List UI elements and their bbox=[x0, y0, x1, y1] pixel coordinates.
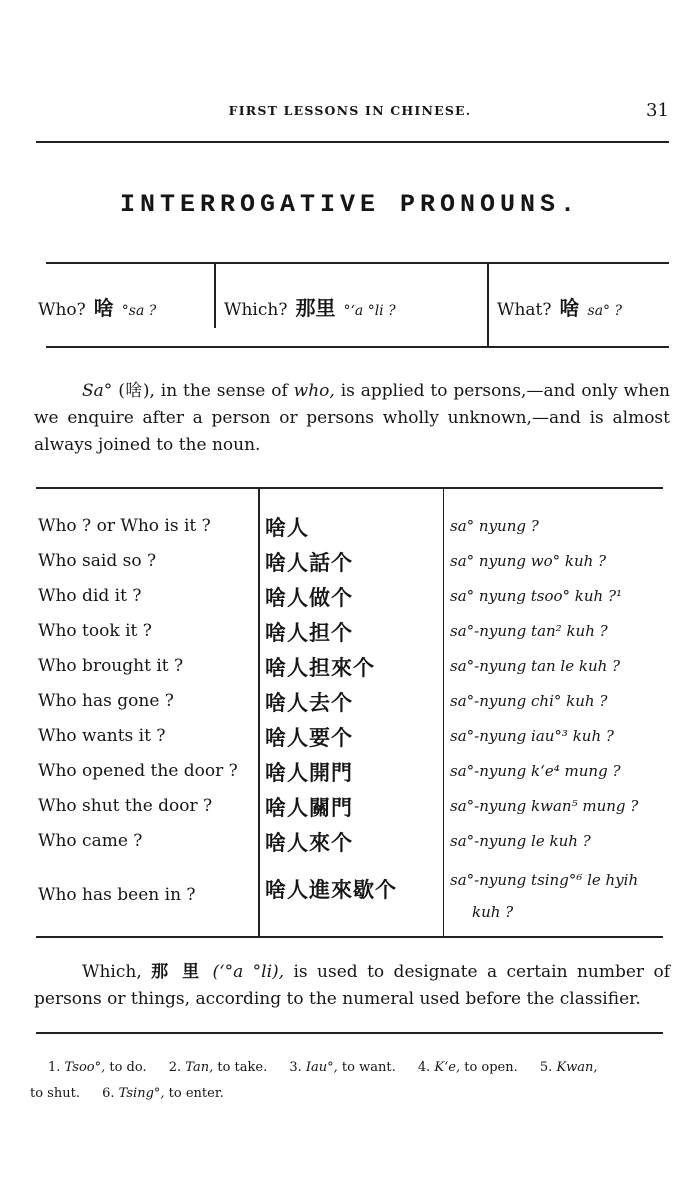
paragraph-text: Which, bbox=[82, 962, 152, 982]
paragraph-text: in the sense of bbox=[154, 381, 294, 401]
example-chinese: 啥人 bbox=[265, 516, 309, 540]
pronoun-chinese: 啥 bbox=[93, 296, 114, 320]
footnote-number: 4. bbox=[417, 1060, 431, 1075]
example-english: Who took it ? bbox=[38, 621, 152, 641]
examples-top-rule bbox=[36, 487, 663, 489]
pronoun-english: Which? bbox=[224, 300, 288, 320]
pronoun-box-divider-1 bbox=[214, 262, 216, 328]
footnote-number: 2. bbox=[168, 1060, 182, 1075]
footnote-term: K‘e, bbox=[434, 1060, 461, 1075]
examples-column-divider-1 bbox=[258, 487, 260, 936]
footnote-number: 1. bbox=[48, 1060, 61, 1075]
pronoun-chinese: 那里 bbox=[295, 296, 336, 320]
examples-bottom-rule bbox=[36, 936, 663, 938]
pronoun-what bbox=[497, 292, 622, 321]
example-romanization: sa°-nyung kwan⁵ mung ? bbox=[450, 797, 639, 815]
example-chinese: 啥人做个 bbox=[265, 586, 353, 610]
example-romanization: sa°-nyung k‘e⁴ mung ? bbox=[450, 762, 621, 780]
example-chinese: 啥人話个 bbox=[265, 551, 353, 575]
example-chinese: 啥人開門 bbox=[265, 761, 353, 785]
footnote-term: Kwan, bbox=[556, 1060, 598, 1075]
example-english: Who ? or Who is it ? bbox=[38, 516, 211, 536]
footnote-gloss: to open. bbox=[460, 1060, 518, 1075]
paragraph-text: is used to designate a certain number of persons or things, according to the numeral used before the classifier. bbox=[34, 962, 670, 1009]
paragraph-text: is applied to persons,—and only when we enquire after a person or persons wholly unknown,—and is almost always joined to the noun. bbox=[34, 381, 670, 455]
footnote-number: 3. bbox=[289, 1060, 302, 1075]
footnote-number: 5. bbox=[539, 1060, 553, 1075]
paragraph-sa bbox=[34, 378, 670, 459]
pronoun-box-top-rule bbox=[46, 262, 669, 264]
term-which-romanization: (‘°a °li), bbox=[203, 962, 285, 982]
example-english: Who opened the door ? bbox=[38, 761, 238, 781]
pronoun-box-divider-2 bbox=[487, 262, 489, 346]
example-chinese: 啥人要个 bbox=[265, 726, 353, 750]
example-english: Who wants it ? bbox=[38, 726, 166, 746]
example-romanization: sa° nyung ? bbox=[450, 517, 539, 535]
footnotes bbox=[30, 1055, 670, 1107]
paragraph-which bbox=[34, 959, 670, 1013]
example-romanization: sa°-nyung iau°³ kuh ? bbox=[450, 727, 614, 745]
footnote-gloss: to shut. bbox=[30, 1086, 80, 1101]
term-sa-chinese: (啥), bbox=[118, 381, 155, 401]
example-romanization: sa°-nyung chi° kuh ? bbox=[450, 692, 608, 710]
pronoun-romanization: °‘a °li ? bbox=[343, 303, 396, 319]
example-english: Who has been in ? bbox=[38, 885, 196, 905]
example-romanization-continued: kuh ? bbox=[472, 903, 514, 921]
example-romanization: sa° nyung wo° kuh ? bbox=[450, 552, 607, 570]
example-english: Who has gone ? bbox=[38, 691, 174, 711]
footnote-rule bbox=[36, 1032, 663, 1034]
example-chinese: 啥人担來个 bbox=[265, 656, 375, 680]
example-chinese: 啥人担个 bbox=[265, 621, 353, 645]
example-chinese: 啥人來个 bbox=[265, 831, 353, 855]
footnote-gloss: to enter. bbox=[164, 1086, 224, 1101]
pronoun-english: What? bbox=[497, 300, 552, 320]
example-romanization: sa°-nyung tsing°⁶ le hyih bbox=[450, 871, 639, 889]
example-english: Who said so ? bbox=[38, 551, 157, 571]
pronoun-which bbox=[224, 292, 396, 321]
term-which-chinese: 那 里 bbox=[151, 962, 204, 982]
example-romanization: sa° nyung tsoo° kuh ?¹ bbox=[450, 587, 623, 605]
pronoun-english: Who? bbox=[38, 300, 86, 320]
pronoun-romanization: sa° ? bbox=[587, 303, 623, 319]
footnote-gloss: to take. bbox=[213, 1060, 268, 1075]
pronoun-chinese: 啥 bbox=[559, 296, 580, 320]
example-chinese: 啥人關門 bbox=[265, 796, 353, 820]
page-number: 31 bbox=[646, 100, 669, 121]
example-romanization: sa°-nyung le kuh ? bbox=[450, 832, 591, 850]
example-romanization: sa°-nyung tan le kuh ? bbox=[450, 657, 621, 675]
pronoun-romanization: °sa ? bbox=[121, 303, 157, 319]
footnote-term: Tan, bbox=[185, 1060, 214, 1075]
example-romanization: sa°-nyung tan² kuh ? bbox=[450, 622, 608, 640]
header-rule bbox=[36, 141, 669, 143]
emphasis-who: who, bbox=[293, 381, 335, 401]
running-header: FIRST LESSONS IN CHINESE. bbox=[228, 103, 472, 118]
footnote-number: 6. bbox=[102, 1086, 115, 1101]
example-english: Who did it ? bbox=[38, 586, 142, 606]
footnote-term: Iau°, bbox=[305, 1060, 338, 1075]
example-chinese: 啥人去个 bbox=[265, 691, 353, 715]
example-english: Who came ? bbox=[38, 831, 143, 851]
footnote-gloss: to do. bbox=[105, 1060, 147, 1075]
example-english: Who brought it ? bbox=[38, 656, 184, 676]
footnote-term: Tsing°, bbox=[118, 1086, 165, 1101]
footnote-gloss: to want. bbox=[337, 1060, 396, 1075]
pronoun-box-bottom-rule bbox=[46, 346, 669, 348]
example-english: Who shut the door ? bbox=[38, 796, 213, 816]
term-sa: Sa° bbox=[82, 381, 113, 401]
footnote-term: Tsoo°, bbox=[64, 1060, 106, 1075]
example-chinese: 啥人進來歇个 bbox=[265, 878, 397, 902]
section-title: INTERROGATIVE PRONOUNS. bbox=[119, 190, 581, 219]
pronoun-who bbox=[38, 292, 156, 321]
examples-column-divider-2 bbox=[443, 487, 444, 936]
